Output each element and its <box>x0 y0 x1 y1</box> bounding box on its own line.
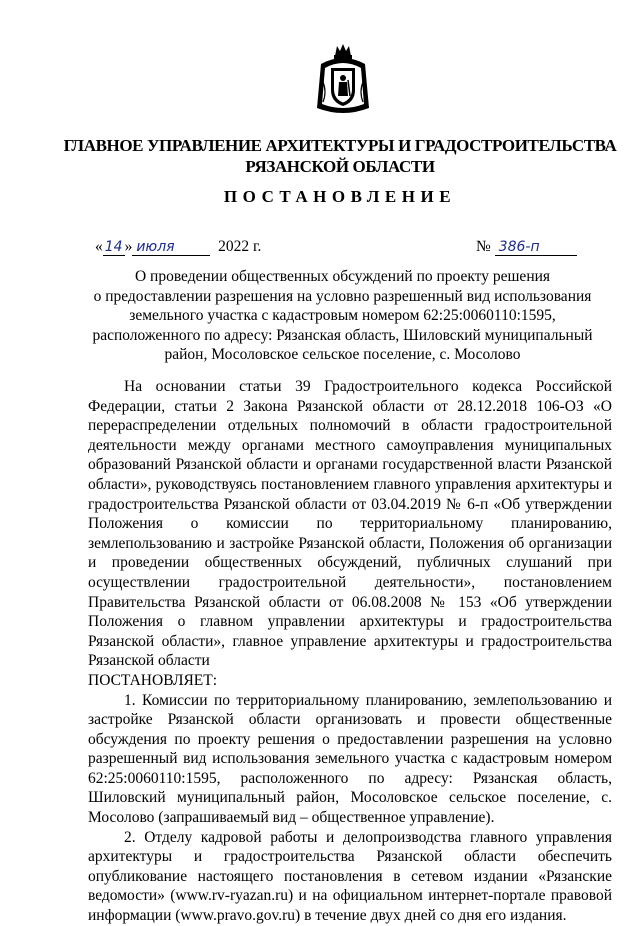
document-number <box>476 238 577 256</box>
date-month-handwritten: июля <box>132 239 210 256</box>
item-1-paragraph: 1. Комиссии по территориальному планированию, землепользованию и застройке Рязанской области организовать и провести общественные обсуждения по проекту решения о предоставлении разрешения на условно разрешенный вид использования земельного участка с кадастровым номером 62:25:0060110:1595, расположенного по адресу: Рязанская область, Шиловский муниципальный район, Мосоловское сельское поселение, с. Мосолово (запрашиваемый вид – общественное управление). <box>88 691 612 827</box>
organization-name-line1: ГЛАВНОЕ УПРАВЛЕНИЕ АРХИТЕКТУРЫ И ГРАДОСТРОИТЕЛЬСТВА <box>63 136 617 155</box>
subject-line: земельного участка с кадастровым номером 62:25:0060110:1595, <box>129 307 556 324</box>
date-day-handwritten: 14 <box>104 239 123 255</box>
subject-line: О проведении общественных обсуждений по проекту решения <box>134 268 551 285</box>
item-2-paragraph: 2. Отделу кадровой работы и делопроизводства главного управления архитектуры и градостроительства Рязанской области обеспечить опубликование настоящего постановления в сетевом издании «Рязанские ведомости» (www.rv-ryazan.ru) и на официальном интернет-портале правовой информации (www.pravo.gov.ru) в течение двух дней со дня его издания. <box>88 828 612 925</box>
subject-line: о предоставлении разрешения на условно разрешенный вид использования <box>93 287 592 305</box>
date-open-quote: « <box>95 238 103 255</box>
document-type-title: ПОСТАНОВЛЕНИЕ <box>223 187 457 206</box>
number-prefix: № <box>476 238 491 255</box>
subject-line: район, Мосоловское сельское поселение, с. Мосолово <box>164 346 521 363</box>
document-body <box>88 377 612 926</box>
document-subject <box>90 267 595 365</box>
decree-word: ПОСТАНОВЛЯЕТ: <box>88 671 218 689</box>
coat-of-arms-emblem <box>313 42 373 118</box>
document-date <box>95 238 261 256</box>
preamble-paragraph: На основании статьи 39 Градостроительного кодекса Российской Федерации, статьи 2 Закона Рязанской области от 28.12.2018 106-ОЗ «О перераспределении отдельных полномочий в области градостроительной деятельности между органами местного самоуправления муниципальных образований Рязанской области и органами государственной власти Рязанской области», руководствуясь постановлением главного управления архитектуры и градостроительства Рязанской области от 03.04.2019 № 6-п «Об утверждении Положения о комиссии по территориальному планированию, землепользованию и застройке Рязанской области, Положения об организации и проведении общественных обсуждений, публичных слушаний при осуществлении градостроительной деятельности», постановлением Правительства Рязанской области от 06.08.2008 № 153 «Об утверждении Положения о главном управлении архитектуры и градостроительства Рязанской области», главное управление архитектуры и градостроительства Рязанской области <box>88 378 612 670</box>
number-value-handwritten: 386-п <box>495 239 577 256</box>
organization-name-line2: РЯЗАНСКОЙ ОБЛАСТИ <box>245 157 435 176</box>
subject-line: расположенного по адресу: Рязанская область, Шиловский муниципальный <box>92 326 593 344</box>
date-year: 2022 г. <box>218 238 262 255</box>
date-close-quote: » <box>124 238 133 255</box>
